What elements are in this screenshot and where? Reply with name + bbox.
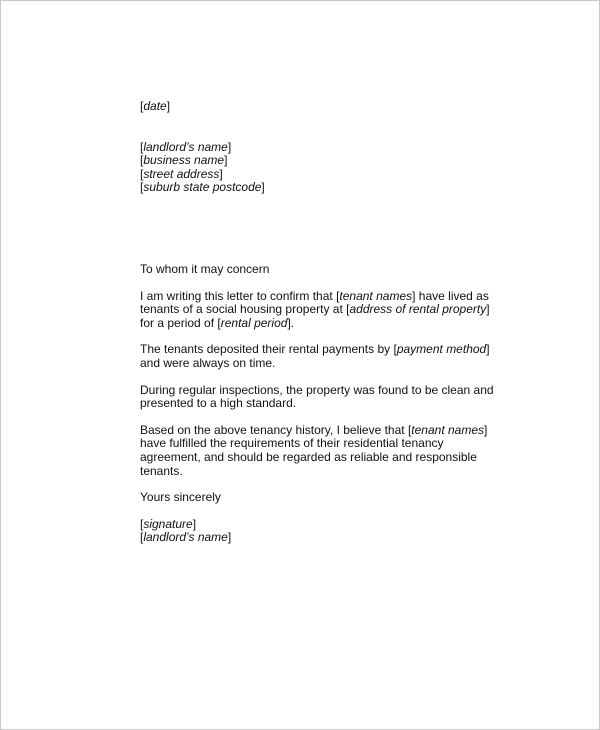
address-line: [street address] [140, 166, 223, 181]
p4-text: Based on the above tenancy history, I believe that [ [140, 422, 412, 437]
address-line: [business name] [140, 153, 228, 168]
tenant-names-placeholder: tenant names [411, 422, 485, 437]
signature-placeholder: signature [143, 516, 193, 531]
p4-line-2: have fulfilled the requirements of their residential tenancy [140, 436, 444, 451]
p1-text: ] [486, 302, 490, 317]
date-line: [date] [140, 99, 171, 113]
p1-text: tenants of a social housing property at [ [140, 302, 350, 317]
p2-line-2: and were always on time. [140, 355, 276, 370]
address-business-name: business name [143, 153, 225, 168]
signature-line: [signature] [140, 516, 197, 531]
p4-text: ] [484, 422, 488, 437]
p1-text: ]. [287, 315, 295, 330]
p1-line-1 [140, 290, 500, 304]
p2-line-1 [140, 343, 500, 357]
p4-line-1 [140, 424, 500, 438]
payment-method-placeholder: payment method [396, 342, 487, 357]
date-placeholder: date [143, 99, 167, 113]
closing: Yours sincerely [140, 490, 221, 505]
p3-line-1: During regular inspections, the property was found to be clean and [140, 382, 494, 397]
address-line: [suburb state postcode] [140, 180, 265, 195]
paragraph-inspections [140, 384, 500, 411]
salutation: To whom it may concern [140, 261, 270, 276]
p1-text: ] have lived as [412, 288, 489, 303]
address-suburb: suburb state postcode [143, 180, 262, 195]
p1-text: I am writing this letter to confirm that [ [140, 288, 340, 303]
p1-line-2 [140, 303, 500, 317]
letter-body [140, 100, 500, 545]
rental-address-placeholder: address of rental property [349, 302, 487, 317]
paragraph-payments [140, 343, 500, 370]
p4-line-4: tenants. [140, 463, 183, 478]
p3-line-2: presented to a high standard. [140, 396, 297, 411]
paragraph-confirmation [140, 290, 500, 331]
address-line: [landlord’s name] [140, 139, 232, 154]
tenant-names-placeholder: tenant names [339, 288, 413, 303]
signature-block [140, 518, 500, 545]
p1-line-3 [140, 317, 500, 331]
rental-period-placeholder: rental period [220, 315, 288, 330]
address-landlord-name: landlord’s name [143, 139, 228, 154]
paragraph-recommendation [140, 424, 500, 478]
p1-text: for a period of [ [140, 315, 221, 330]
recipient-address [140, 141, 500, 195]
p4-line-3: agreement, and should be regarded as reliable and responsible [140, 449, 477, 464]
p2-text: ] [486, 342, 490, 357]
signer-name-placeholder: landlord’s name [143, 530, 228, 545]
signer-line: [landlord’s name] [140, 530, 232, 545]
address-street: street address [143, 166, 220, 181]
p2-text: The tenants deposited their rental payments by [ [140, 342, 397, 357]
